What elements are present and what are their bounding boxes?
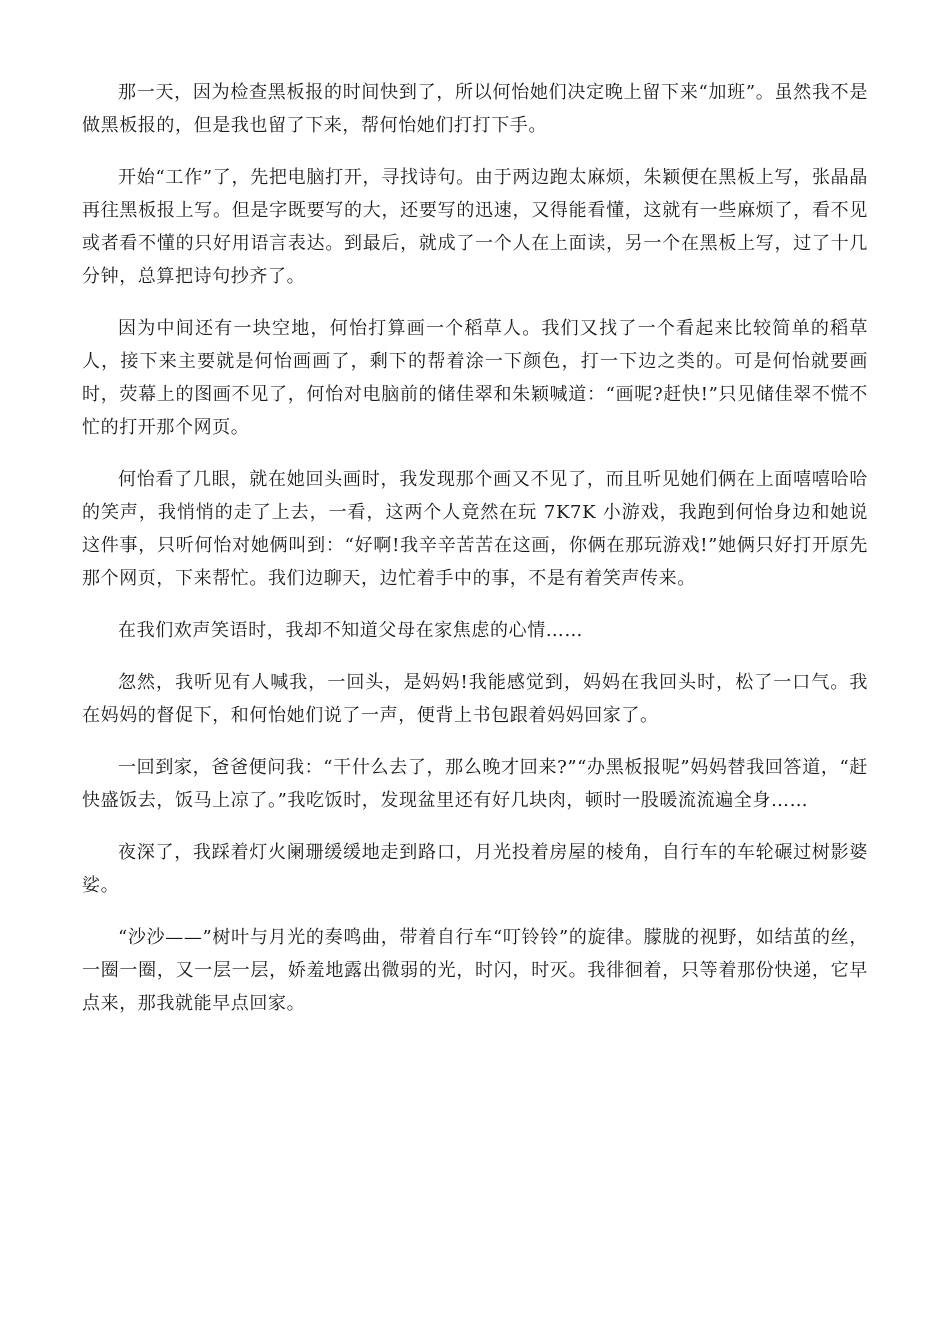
paragraph-2: 开始“工作”了，先把电脑打开，寻找诗句。由于两边跑太麻烦，朱颖便在黑板上写，张晶晶再往黑板报上写。但是字既要写的大，还要写的迅速，又得能看懂，这就有一些麻烦了，看不见或者看不懂的只好用语言表达。到最后，就成了一个人在上面读，另一个在黑板上写，过了十几分钟，总算把诗句抄齐了。 (82, 167, 868, 287)
paragraph-9: “沙沙——”树叶与月光的奏鸣曲，带着自行车“叮铃铃”的旋律。朦胧的视野，如结茧的丝，一圈一圈，又一层一层，娇羞地露出微弱的光，时闪，时灭。我徘徊着，只等着那份快递，它早点来，那我就能早点回家。 (82, 927, 868, 1014)
paragraph-4: 何怡看了几眼，就在她回头画时，我发现那个画又不见了，而且听见她们俩在上面嘻嘻哈哈的笑声，我悄悄的走了上去，一看，这两个人竟然在玩 7K7K 小游戏，我跑到何怡身边和她说这件事，只听何怡对她俩叫到：“好啊!我辛辛苦苦在这画，你俩在那玩游戏!”她俩只好打开原先那个网页，下来帮忙。我们边聊天，边忙着手中的事，不是有着笑声传来。 (82, 469, 868, 589)
paragraph-6: 忽然，我听见有人喊我，一回头，是妈妈!我能感觉到，妈妈在我回头时，松了一口气。我在妈妈的督促下，和何怡她们说了一声，便背上书包跟着妈妈回家了。 (82, 672, 868, 726)
paragraph-5: 在我们欢声笑语时，我却不知道父母在家焦虑的心情…… (118, 620, 583, 641)
paragraph-7: 一回到家，爸爸便问我：“干什么去了，那么晚才回来?”“办黑板报呢”妈妈替我回答道，“赶快盛饭去，饭马上凉了。”我吃饭时，发现盆里还有好几块肉，顿时一股暖流流遍全身…… (82, 757, 868, 811)
paragraph-3: 因为中间还有一块空地，何怡打算画一个稻草人。我们又找了一个看起来比较简单的稻草人，接下来主要就是何怡画画了，剩下的帮着涂一下颜色，打一下边之类的。可是何怡就要画时，荧幕上的图画不见了，何怡对电脑前的储佳翠和朱颖喊道：“画呢?赶快!”只见储佳翠不慌不忙的打开那个网页。 (82, 318, 868, 438)
paragraph-1: 那一天，因为检查黑板报的时间快到了，所以何怡她们决定晚上留下来“加班”。虽然我不是做黑板报的，但是我也留了下来，帮何怡她们打打下手。 (82, 82, 868, 136)
paragraph-8: 夜深了，我踩着灯火阑珊缓缓地走到路口，月光投着房屋的棱角，自行车的车轮碾过树影婆娑。 (82, 842, 868, 896)
document-body (82, 76, 868, 1039)
